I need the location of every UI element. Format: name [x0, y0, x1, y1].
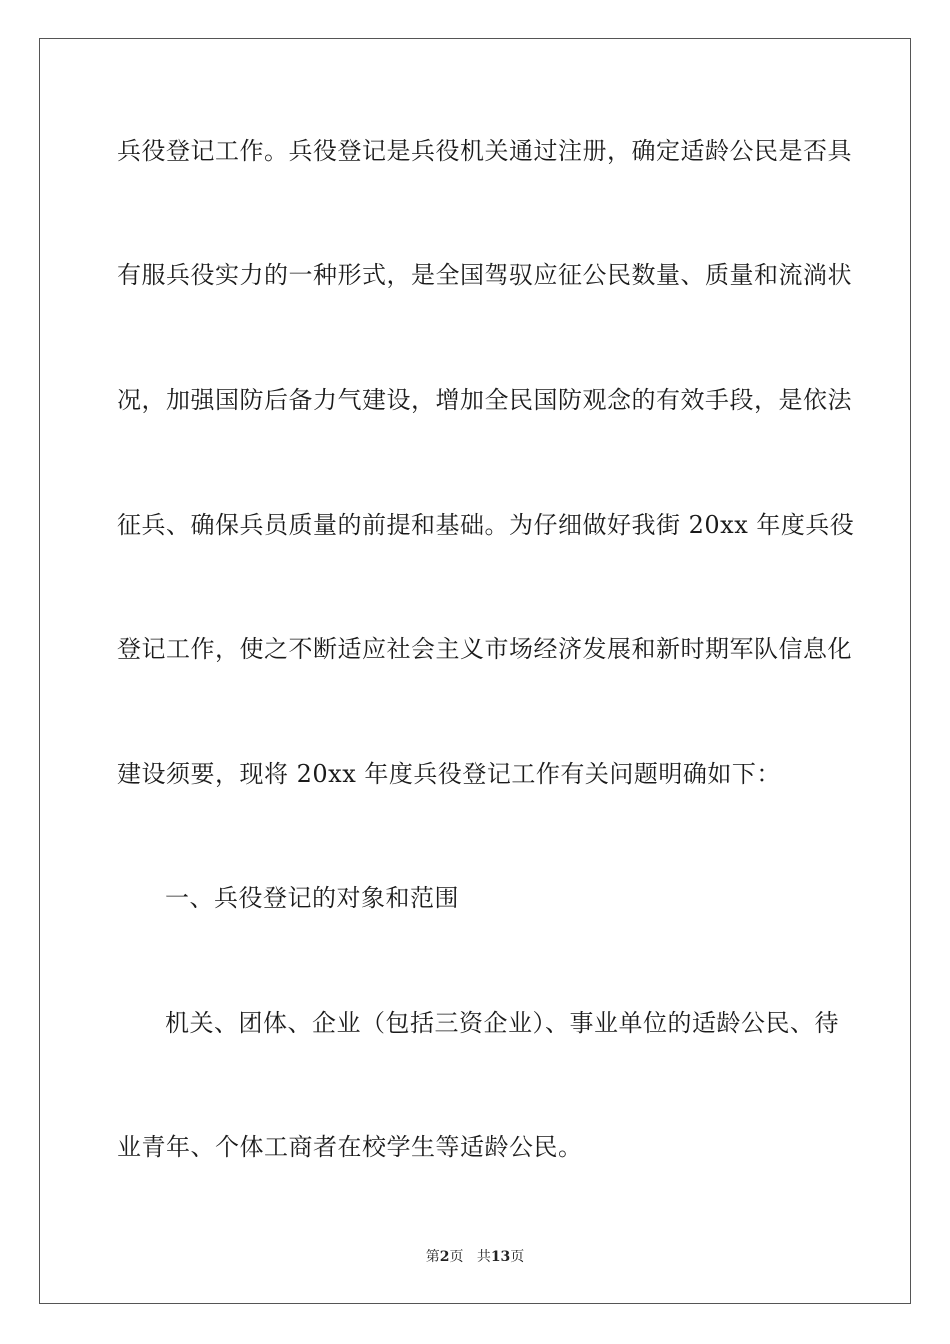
footer-total-pages: 13: [490, 1249, 511, 1265]
footer-total-suffix: 页: [510, 1249, 525, 1265]
body-line-2: 有服兵役实力的一种形式，是全国驾驭应征公民数量、质量和流淌状: [117, 261, 852, 289]
body-line-3: 况，加强国防后备力气建设，增加全民国防观念的有效手段，是依法: [117, 386, 852, 414]
footer-page-suffix: 页: [449, 1249, 464, 1265]
section-heading: 一、兵役登记的对象和范围: [165, 884, 459, 912]
footer-total-prefix: 共: [476, 1249, 491, 1265]
body-line-9: 业青年、个体工商者在校学生等适龄公民。: [117, 1133, 583, 1161]
page-border: [39, 38, 911, 1304]
page-footer: [0, 1247, 950, 1267]
footer-page-prefix: 第: [425, 1249, 440, 1265]
body-line-6: 建设须要，现将 20xx 年度兵役登记工作有关问题明确如下：: [117, 760, 781, 788]
footer-page-number: 2: [439, 1249, 450, 1265]
body-line-1: 兵役登记工作。兵役登记是兵役机关通过注册，确定适龄公民是否具: [117, 137, 852, 165]
body-line-4: 征兵、确保兵员质量的前提和基础。为仔细做好我街 20xx 年度兵役: [117, 511, 855, 539]
body-line-5: 登记工作，使之不断适应社会主义市场经济发展和新时期军队信息化: [117, 635, 852, 663]
body-line-8: 机关、团体、企业（包括三资企业）、事业单位的适龄公民、待: [165, 1009, 839, 1037]
